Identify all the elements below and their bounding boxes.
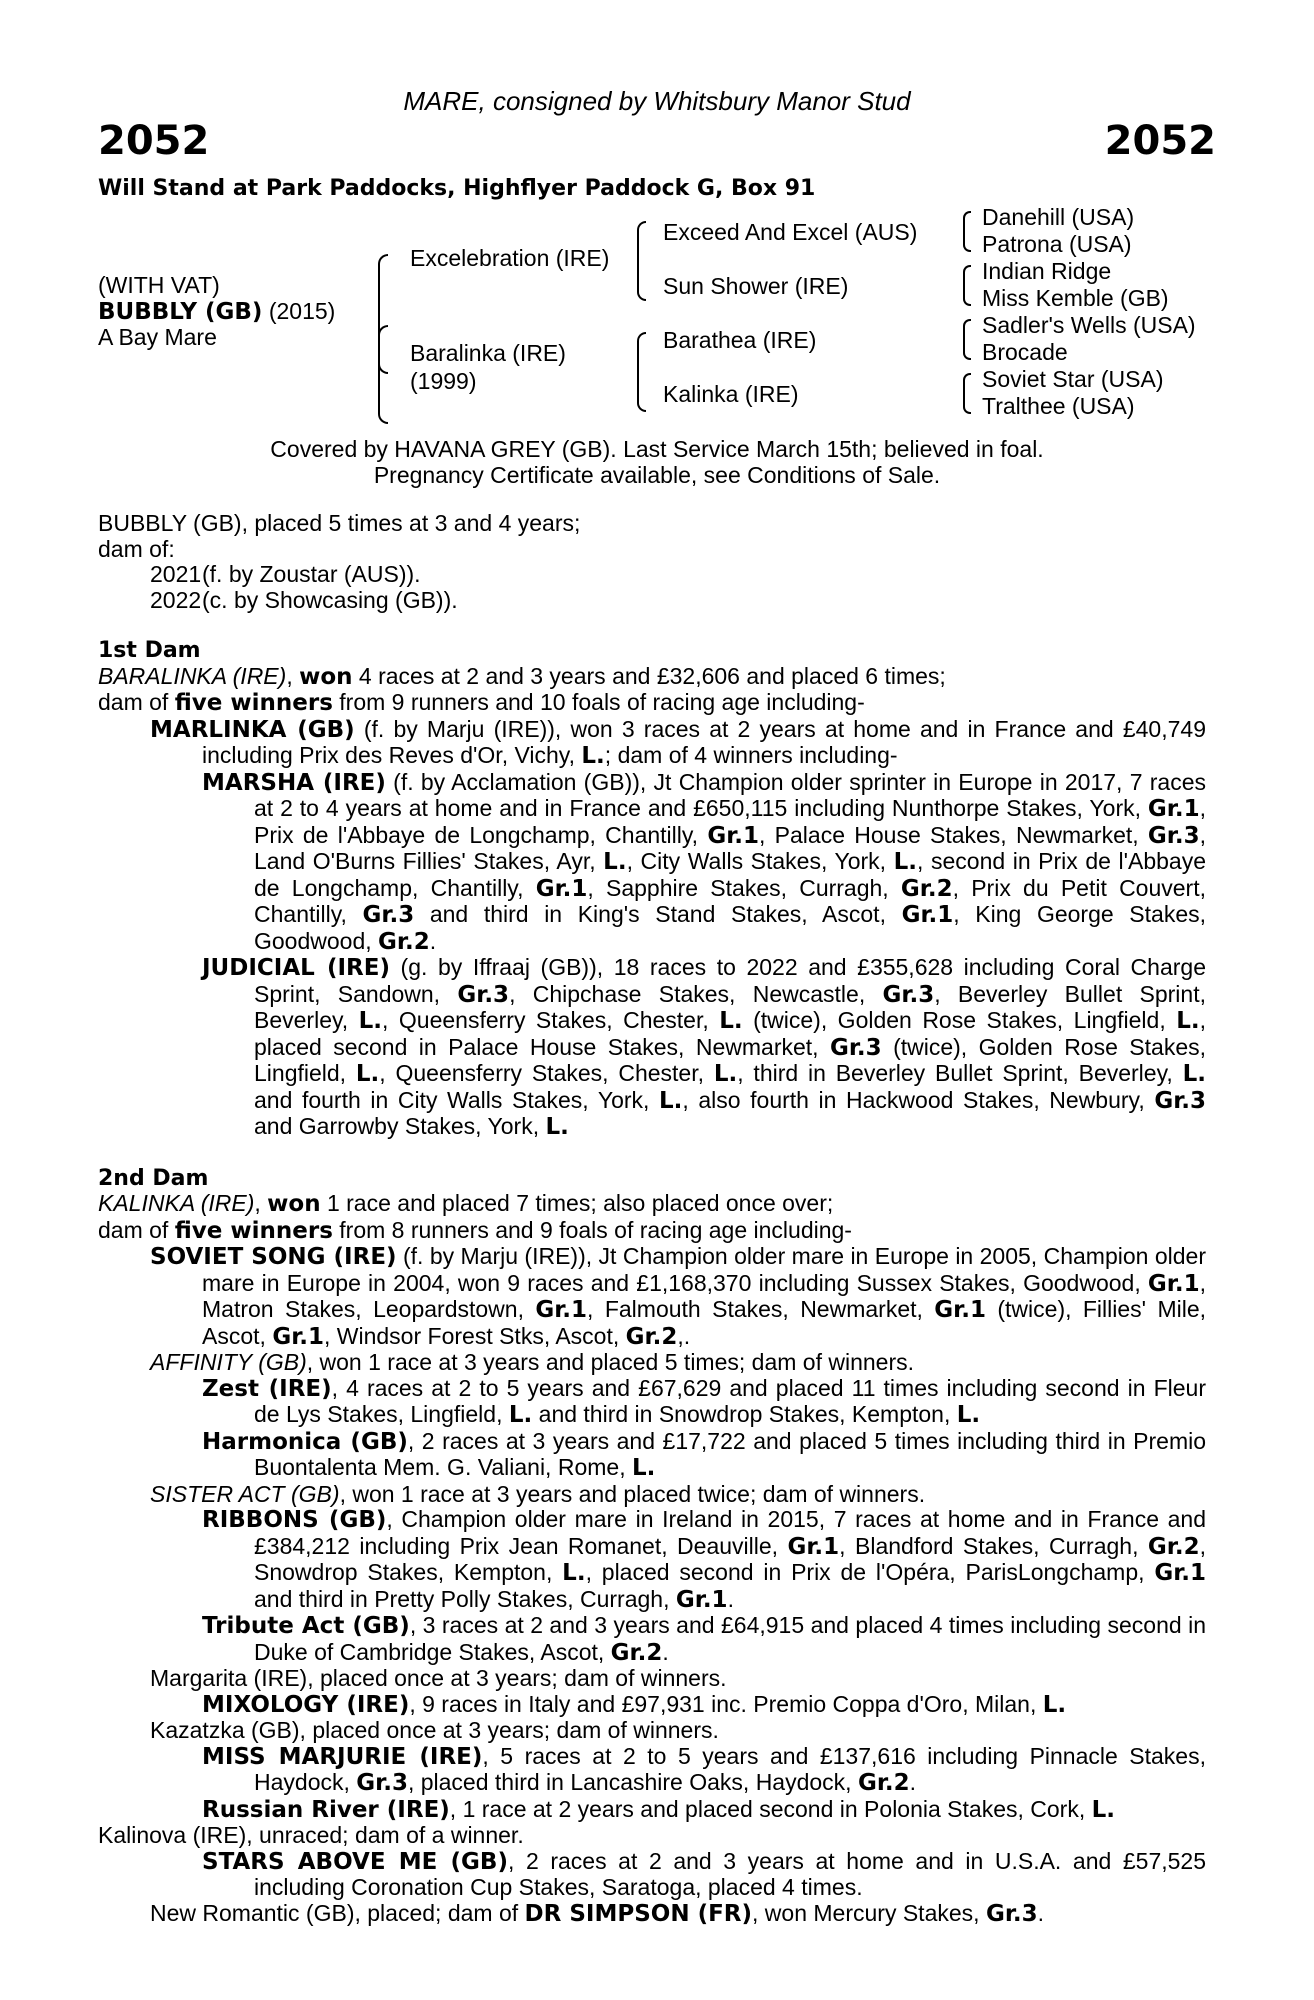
consignor-line: MARE, consigned by Whitsbury Manor Stud [403, 86, 911, 116]
horse-name-line [98, 298, 335, 325]
brace-ds [637, 332, 646, 412]
progeny-soviet-song: SOVIET SONG (IRE) (f. by Marju (IRE)), Jt Champion older mare in Europe in 2005, Champion older mare in Europe in 2004, won 9 races and £1,168,370 including Sussex Stakes, Goodwood, Gr.1, Matron Stakes, Leopardstown, Gr.1, Falmouth Stakes, Newmarket, Gr.1 (twice), Fillies' Mile, Ascot, Gr.1, Windsor Forest Stks, Ascot, Gr.2,. [150, 1243, 1207, 1350]
stand-location: Will Stand at Park Paddocks, Highflyer Paddock G, Box 91 [98, 176, 816, 201]
progeny-harmonica: Harmonica (GB), 2 races at 3 years and £17,722 and placed 5 times including third in Premio Buontalenta Mem. G. Valiani, Rome, L. [202, 1427, 1207, 1481]
lot-number-left: 2052 [98, 118, 210, 164]
progeny-margarita: Margarita (IRE), placed once at 3 years; dam of winners. [150, 1665, 727, 1691]
first-dam-produce: dam of five winners from 9 runners and 10 foals of racing age including- [98, 689, 865, 716]
second-dam-record: KALINKA (IRE), won 1 race and placed 7 times; also placed once over; [98, 1190, 834, 1217]
progeny-marlinka: MARLINKA (GB) (f. by Marju (IRE)), won 3 races at 2 years at home and in France and £40,749 including Prix des Reves d'Or, Vichy, L.; dam of 4 winners including- [150, 715, 1206, 769]
produce-intro: BUBBLY (GB), placed 5 times at 3 and 4 years; [98, 510, 581, 536]
progeny-affinity: AFFINITY (GB), won 1 race at 3 years and placed 5 times; dam of winners. [150, 1349, 915, 1375]
dam-sire: Barathea (IRE) [663, 327, 817, 353]
brace-g4 [963, 373, 971, 414]
lot-number-right: 2052 [1104, 118, 1216, 164]
progeny-miss-marjurie: MISS MARJURIE (IRE), 5 races at 2 to 5 years and £137,616 including Pinnacle Stakes, Haydock, Gr.3, placed third in Lancashire Oaks, Haydock, Gr.2. [202, 1742, 1206, 1796]
brace-ss [637, 221, 646, 301]
dam-dam-sire: Soviet Star (USA) [982, 366, 1164, 392]
dam-dam-dam: Tralthee (USA) [982, 393, 1135, 419]
horse-description: A Bay Mare [98, 324, 217, 350]
sire: Excelebration (IRE) [410, 245, 610, 271]
brace-g3 [963, 319, 971, 360]
produce-year: 2021 [150, 561, 202, 587]
sire-dam-sire: Indian Ridge [982, 258, 1112, 284]
progeny-kalinova: Kalinova (IRE), unraced; dam of a winner. [98, 1822, 524, 1848]
dam-dam: Kalinka (IRE) [663, 381, 799, 407]
covered-line: Covered by HAVANA GREY (GB). Last Service March 15th; believed in foal. [270, 436, 1044, 462]
progeny-kazatzka: Kazatzka (GB), placed once at 3 years; dam of winners. [150, 1717, 719, 1743]
produce-foal: (f. by Zoustar (AUS)). [202, 561, 421, 587]
sire-sire-sire: Danehill (USA) [982, 204, 1135, 230]
first-dam-heading: 1st Dam [98, 638, 201, 663]
catalogue-body [98, 511, 1206, 1927]
brace-g2 [963, 265, 971, 306]
horse-name: BUBBLY (GB) [98, 299, 263, 325]
progeny-stars-above-me: STARS ABOVE ME (GB), 2 races at 2 and 3 years at home and in U.S.A. and £57,525 including Coronation Cup Stakes, Saratoga, placed 4 times. [202, 1847, 1207, 1900]
dam-year: (1999) [410, 368, 477, 394]
produce-year: 2022 [150, 586, 202, 613]
progeny-zest: Zest (IRE), 4 races at 2 to 5 years and £67,629 and placed 11 times including second in Fleur de Lys Stakes, Lingfield, L. and third in Snowdrop Stakes, Kempton, L. [202, 1374, 1206, 1428]
vat-note: (WITH VAT) [98, 272, 220, 298]
progeny-judicial: JUDICIAL (IRE) (g. by Iffraaj (GB)), 18 races to 2022 and £355,628 including Coral Charge Sprint, Sandown, Gr.3, Chipchase Stakes, Newcastle, Gr.3, Beverley Bullet Sprint, Beverley, L., Queensferry Stakes, Chester, L. (twice), Golden Rose Stakes, Lingfield, L., placed second in Palace House Stakes, Newmarket, Gr.3 (twice), Golden Rose Stakes, Lingfield, L., Queensferry Stakes, Chester, L., third in Beverley Bullet Sprint, Beverley, L. and fourth in City Walls Stakes, York, L., also fourth in Hackwood Stakes, Newbury, Gr.3 and Garrowby Stakes, York, L. [202, 954, 1207, 1140]
sire-dam-dam: Miss Kemble (GB) [982, 285, 1169, 311]
sire-sire: Exceed And Excel (AUS) [663, 219, 918, 245]
brace-dam [378, 325, 388, 424]
produce-row [98, 562, 1206, 588]
produce-row [98, 588, 1206, 614]
progeny-tribute-act: Tribute Act (GB), 3 races at 2 and 3 years and £64,915 and placed 4 times including second in Duke of Cambridge Stakes, Ascot, Gr.2. [202, 1612, 1206, 1666]
progeny-new-romantic: New Romantic (GB), placed; dam of DR SIMPSON (FR), won Mercury Stakes, Gr.3. [150, 1899, 1045, 1927]
dam-sire-sire: Sadler's Wells (USA) [982, 312, 1196, 338]
pregnancy-line: Pregnancy Certificate available, see Conditions of Sale. [373, 462, 941, 488]
horse-year: (2015) [262, 298, 336, 324]
sire-sire-dam: Patrona (USA) [982, 231, 1132, 257]
dam-sire-dam: Brocade [982, 339, 1068, 365]
progeny-marsha: MARSHA (IRE) (f. by Acclamation (GB)), Jt Champion older sprinter in Europe in 2017, 7 races at 2 to 4 years at home and in France and £650,115 including Nunthorpe Stakes, York, Gr.1, Prix de l'Abbaye de Longchamp, Chantilly, Gr.1, Palace House Stakes, Newmarket, Gr.3, Land O'Burns Fillies' Stakes, Ayr, L., City Walls Stakes, York, L., second in Prix de l'Abbaye de Longchamp, Chantilly, Gr.1, Sapphire Stakes, Curragh, Gr.2, Prix du Petit Couvert, Chantilly, Gr.3 and third in King's Stand Stakes, Ascot, Gr.1, King George Stakes, Goodwood, Gr.2. [202, 768, 1207, 955]
progeny-sister-act: SISTER ACT (GB), won 1 race at 3 years and placed twice; dam of winners. [150, 1480, 926, 1507]
sire-dam: Sun Shower (IRE) [663, 273, 849, 299]
dam: Baralinka (IRE) [410, 340, 566, 366]
progeny-mixology: MIXOLOGY (IRE), 9 races in Italy and £97,931 inc. Premio Coppa d'Oro, Milan, L. [202, 1690, 1067, 1718]
brace-g1 [963, 211, 971, 252]
second-dam-produce: dam of five winners from 8 runners and 9 foals of racing age including- [98, 1216, 852, 1244]
first-dam-record: BARALINKA (IRE), won 4 races at 2 and 3 years and £32,606 and placed 6 times; [98, 662, 946, 690]
second-dam-heading: 2nd Dam [98, 1165, 209, 1191]
progeny-russian-river: Russian River (IRE), 1 race at 2 years and placed second in Polonia Stakes, Cork, L. [202, 1795, 1116, 1823]
progeny-ribbons: RIBBONS (GB), Champion older mare in Ireland in 2015, 7 races at home and in France and £384,212 including Prix Jean Romanet, Deauville, Gr.1, Blandford Stakes, Curragh, Gr.2, Snowdrop Stakes, Kempton, L., placed second in Prix de l'Opéra, ParisLongchamp, Gr.1 and third in Pretty Polly Stakes, Curragh, Gr.1. [202, 1506, 1207, 1613]
produce-foal: (c. by Showcasing (GB)). [202, 586, 458, 613]
produce-dam-of: dam of: [98, 535, 175, 562]
